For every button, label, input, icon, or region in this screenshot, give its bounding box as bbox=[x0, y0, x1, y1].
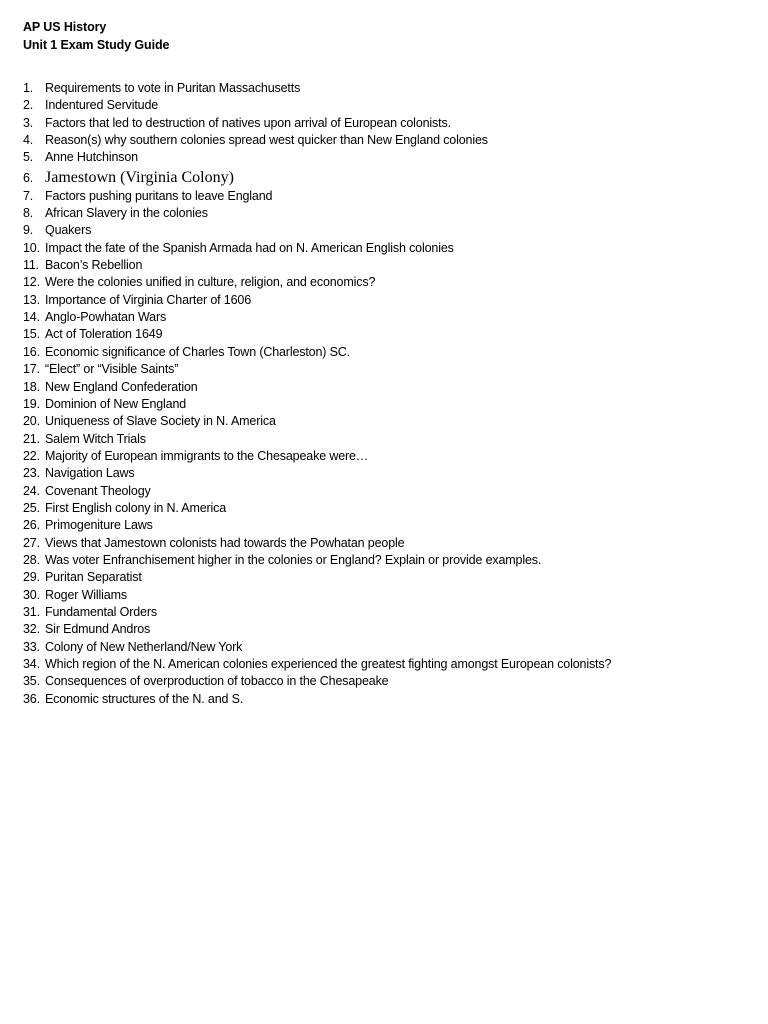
list-item-text: New England Confederation bbox=[45, 379, 198, 394]
list-item bbox=[23, 379, 611, 396]
list-item-number: 31. bbox=[23, 604, 40, 619]
list-item-number: 5. bbox=[23, 150, 34, 165]
list-item-number: 12. bbox=[23, 275, 40, 290]
list-item bbox=[23, 604, 611, 621]
list-item-text: Impact the fate of the Spanish Armada had on N. American English colonies bbox=[45, 240, 454, 255]
list-item-text: Jamestown (Virginia Colony) bbox=[45, 168, 234, 186]
list-item-text: Majority of European immigrants to the Chesapeake were… bbox=[45, 448, 369, 463]
list-item bbox=[23, 500, 611, 517]
list-item-text: Sir Edmund Andros bbox=[45, 622, 151, 637]
list-item bbox=[23, 413, 611, 430]
list-item-number: 33. bbox=[23, 639, 40, 654]
list-item-number: 26. bbox=[23, 518, 40, 533]
list-item-number: 6. bbox=[23, 170, 34, 185]
list-item-text: Was voter Enfranchisement higher in the colonies or England? Explain or provide examples. bbox=[45, 552, 542, 567]
list-item bbox=[23, 673, 611, 690]
list-item-number: 16. bbox=[23, 344, 40, 359]
list-item-number: 22. bbox=[23, 448, 40, 463]
list-item-number: 24. bbox=[23, 483, 40, 498]
list-item bbox=[23, 274, 611, 291]
list-item-text: Navigation Laws bbox=[45, 466, 135, 481]
list-item bbox=[23, 517, 611, 534]
list-item-number: 19. bbox=[23, 396, 40, 411]
list-item-number: 4. bbox=[23, 133, 34, 148]
list-item-text: Covenant Theology bbox=[45, 483, 151, 498]
list-item-text: Fundamental Orders bbox=[45, 604, 157, 619]
list-item-text: Factors that led to destruction of natives upon arrival of European colonists. bbox=[45, 115, 451, 130]
list-item-text: Act of Toleration 1649 bbox=[45, 327, 163, 342]
list-item-number: 20. bbox=[23, 414, 40, 429]
list-item bbox=[23, 257, 611, 274]
list-item-text: Which region of the N. American colonies experienced the greatest fighting amongst European colonists? bbox=[45, 657, 612, 671]
list-item-text: Reason(s) why southern colonies spread west quicker than New England colonies bbox=[45, 133, 488, 148]
list-item bbox=[23, 483, 611, 500]
list-item-text: Salem Witch Trials bbox=[45, 431, 146, 446]
list-item-number: 11. bbox=[23, 258, 39, 273]
list-item-text: Bacon’s Rebellion bbox=[45, 258, 143, 273]
study-guide-list bbox=[23, 80, 611, 708]
list-item-number: 25. bbox=[23, 500, 40, 515]
list-item-number: 30. bbox=[23, 587, 40, 602]
list-item-number: 17. bbox=[23, 362, 40, 377]
list-item-text: Economic significance of Charles Town (Charleston) SC. bbox=[45, 344, 350, 359]
list-item bbox=[23, 569, 611, 586]
list-item bbox=[23, 97, 611, 114]
list-item-text: Uniqueness of Slave Society in N. America bbox=[45, 414, 276, 429]
list-item bbox=[23, 361, 611, 378]
course-title: AP US History bbox=[23, 20, 107, 34]
list-item bbox=[23, 691, 611, 708]
list-item bbox=[23, 309, 611, 326]
list-item-number: 32. bbox=[23, 622, 40, 637]
list-item-number: 3. bbox=[23, 115, 34, 130]
list-item-text: Quakers bbox=[45, 223, 92, 238]
list-item-text: First English colony in N. America bbox=[45, 500, 227, 515]
list-item bbox=[23, 639, 611, 656]
list-item bbox=[23, 587, 611, 604]
list-item-text: Requirements to vote in Puritan Massachusetts bbox=[45, 81, 301, 95]
list-item-number: 28. bbox=[23, 552, 40, 567]
list-item-text: African Slavery in the colonies bbox=[45, 206, 208, 221]
list-item-number: 36. bbox=[23, 691, 40, 706]
list-item-text: Were the colonies unified in culture, religion, and economics? bbox=[45, 275, 376, 290]
list-item-text: Indentured Servitude bbox=[45, 98, 159, 113]
list-item-number: 29. bbox=[23, 570, 40, 585]
list-item-number: 35. bbox=[23, 674, 40, 689]
list-item-number: 10. bbox=[23, 240, 40, 255]
list-item bbox=[23, 448, 611, 465]
list-item-number: 14. bbox=[23, 310, 40, 325]
page-title: Unit 1 Exam Study Guide bbox=[23, 38, 170, 52]
list-item bbox=[23, 465, 611, 482]
list-item bbox=[23, 292, 611, 309]
list-item bbox=[23, 188, 611, 205]
list-item bbox=[23, 240, 611, 257]
list-item bbox=[23, 326, 611, 343]
list-item-number: 34. bbox=[23, 657, 40, 671]
list-item bbox=[23, 431, 611, 448]
list-item-text: Factors pushing puritans to leave England bbox=[45, 188, 273, 203]
list-item-number: 7. bbox=[23, 188, 34, 203]
list-item-number: 15. bbox=[23, 327, 40, 342]
list-item bbox=[23, 535, 611, 552]
list-item-text: Roger Williams bbox=[45, 587, 127, 602]
list-item-text: Dominion of New England bbox=[45, 396, 187, 411]
list-item-text: Anne Hutchinson bbox=[45, 150, 138, 165]
list-item-number: 27. bbox=[23, 535, 40, 550]
list-item-text: “Elect” or “Visible Saints” bbox=[45, 362, 179, 377]
list-item bbox=[23, 132, 611, 149]
list-item-number: 13. bbox=[23, 292, 40, 307]
list-item-text: Consequences of overproduction of tobacco in the Chesapeake bbox=[45, 674, 389, 689]
list-item-text: Importance of Virginia Charter of 1606 bbox=[45, 292, 251, 307]
list-item-text: Primogeniture Laws bbox=[45, 518, 153, 533]
list-item-number: 21. bbox=[23, 431, 40, 446]
list-item bbox=[23, 396, 611, 413]
list-item-number: 18. bbox=[23, 379, 40, 394]
list-item bbox=[23, 205, 611, 222]
list-item-text: Anglo-Powhatan Wars bbox=[45, 310, 167, 325]
list-item bbox=[23, 149, 611, 166]
document-header bbox=[23, 18, 169, 54]
list-item-number: 2. bbox=[23, 98, 34, 113]
list-item bbox=[23, 344, 611, 361]
list-item-text: Colony of New Netherland/New York bbox=[45, 639, 243, 654]
list-item bbox=[23, 222, 611, 239]
list-item-number: 23. bbox=[23, 466, 40, 481]
list-item-text: Puritan Separatist bbox=[45, 570, 142, 585]
list-item-text: Views that Jamestown colonists had towards the Powhatan people bbox=[45, 535, 405, 550]
list-item bbox=[23, 115, 611, 132]
list-item-number: 9. bbox=[23, 223, 34, 238]
list-item bbox=[23, 80, 611, 97]
list-item bbox=[23, 621, 611, 638]
list-item-number: 8. bbox=[23, 206, 34, 221]
list-item bbox=[23, 552, 611, 569]
list-item bbox=[23, 167, 611, 188]
list-item bbox=[23, 656, 611, 673]
list-item-number: 1. bbox=[23, 81, 34, 95]
list-item-text: Economic structures of the N. and S. bbox=[45, 691, 244, 706]
